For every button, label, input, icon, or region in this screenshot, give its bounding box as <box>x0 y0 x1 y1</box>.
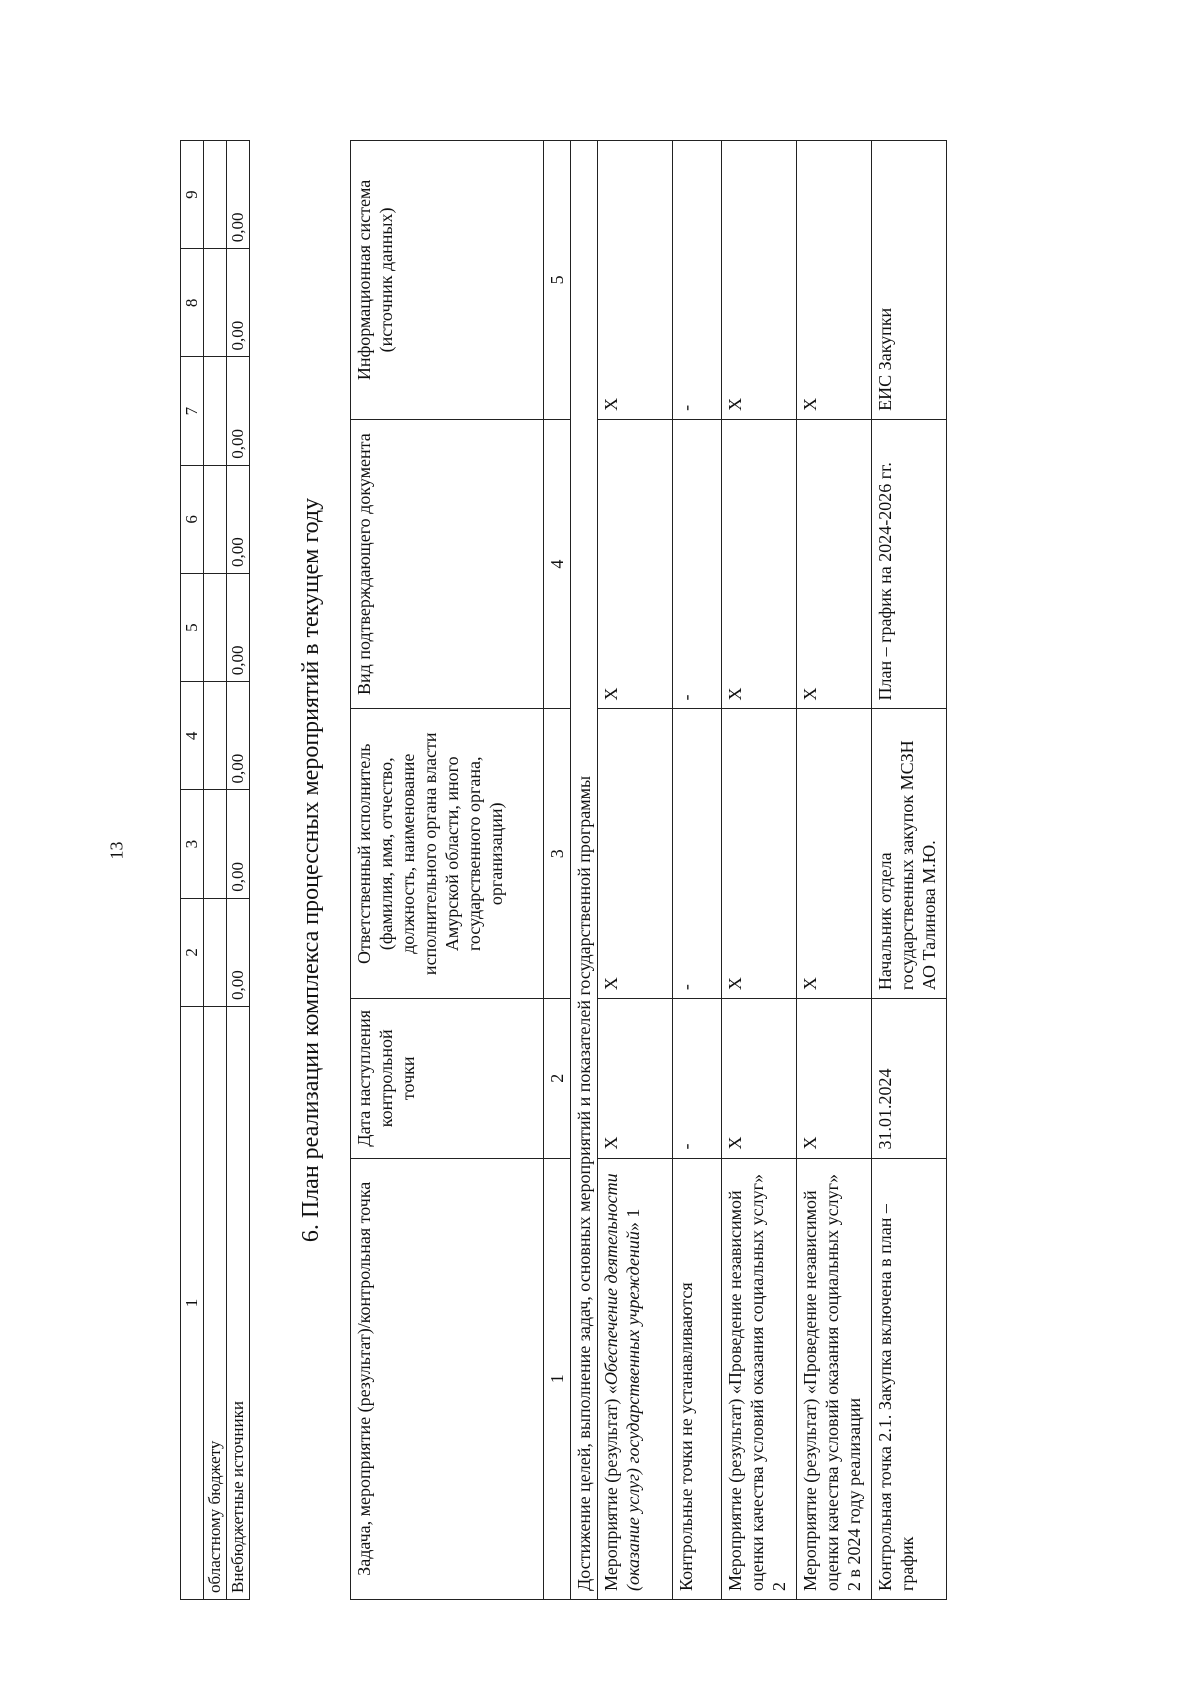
col-number: 1 <box>181 1007 204 1600</box>
funding-cell: 0,00 <box>227 357 250 465</box>
table-row <box>872 141 947 1600</box>
task-cell: Мероприятие (результат) «Проведение независимой оценки качества условий оказания социальных услуг» 2 <box>722 1158 797 1599</box>
document-cell: X <box>797 419 872 709</box>
funding-cell: 0,00 <box>227 898 250 1006</box>
funding-table-fragment <box>180 140 250 1600</box>
date-cell: X <box>598 999 673 1158</box>
col-number: 2 <box>544 999 571 1158</box>
responsible-cell: X <box>598 709 673 999</box>
responsible-cell: Начальник отдела государственных закупок МСЗН АО Талинова М.Ю. <box>872 709 947 999</box>
col-number: 9 <box>181 141 204 249</box>
funding-cell: 0,00 <box>227 790 250 898</box>
funding-cell: 0,00 <box>227 574 250 682</box>
document-cell: План – график на 2024-2026 гг. <box>872 419 947 709</box>
funding-column-numbers-row <box>181 141 204 1600</box>
responsible-cell: - <box>673 709 722 999</box>
col-number: 3 <box>181 790 204 898</box>
col-number: 2 <box>181 898 204 1006</box>
system-cell: X <box>797 141 872 420</box>
table-row <box>673 141 722 1600</box>
task-cell <box>598 1158 673 1599</box>
funding-row-label: областному бюджету <box>204 1007 227 1600</box>
header-document: Вид подтверждающего документа <box>351 419 544 709</box>
task-prefix: Мероприятие (результат) « <box>601 1385 621 1591</box>
system-cell: - <box>673 141 722 420</box>
col-number: 3 <box>544 709 571 999</box>
task-suffix: » 1 <box>623 1208 643 1232</box>
task-cell: Мероприятие (результат) «Проведение независимой оценки качества условий оказания социальных услуг» 2 в 2024 году реализации <box>797 1158 872 1599</box>
funding-cell: 0,00 <box>227 682 250 790</box>
header-date: Дата наступления контрольной точки <box>351 999 544 1158</box>
funding-cell: 0,00 <box>227 465 250 573</box>
date-cell: X <box>797 999 872 1158</box>
system-cell: X <box>598 141 673 420</box>
funding-cell <box>204 574 227 682</box>
funding-cell <box>204 357 227 465</box>
plan-header-row <box>351 141 544 1600</box>
task-cell: Контрольная точка 2.1. Закупка включена в план – график <box>872 1158 947 1599</box>
funding-cell <box>204 790 227 898</box>
section-title: 6. План реализации комплекса процессных мероприятий в текущем году <box>298 497 324 1243</box>
col-number: 8 <box>181 249 204 357</box>
system-cell: ЕИС Закупки <box>872 141 947 420</box>
col-number: 4 <box>544 419 571 709</box>
rotated-content <box>180 0 1200 1600</box>
plan-column-numbers-row <box>544 141 571 1600</box>
plan-section-row <box>571 141 598 1600</box>
section-row-text: Достижение целей, выполнение задач, основных мероприятий и показателей государственной программы <box>571 141 598 1600</box>
funding-row <box>227 141 250 1600</box>
date-cell: 31.01.2024 <box>872 999 947 1158</box>
date-cell: - <box>673 999 722 1158</box>
funding-cell: 0,00 <box>227 249 250 357</box>
document-cell: - <box>673 419 722 709</box>
col-number: 4 <box>181 682 204 790</box>
document-cell: X <box>598 419 673 709</box>
col-number: 6 <box>181 465 204 573</box>
plan-table <box>350 140 947 1600</box>
page-number: 13 <box>106 841 127 860</box>
task-italic: Обеспечение деятельности (оказание услуг) государственных учреждений <box>601 1173 643 1591</box>
funding-row <box>204 141 227 1600</box>
funding-cell <box>204 249 227 357</box>
funding-cell <box>204 898 227 1006</box>
funding-cell <box>204 465 227 573</box>
col-number: 5 <box>181 574 204 682</box>
header-responsible: Ответственный исполнитель (фамилия, имя, отчество, должность, наименование исполнительного органа власти Амурской области, иного государственного органа, организации) <box>351 709 544 999</box>
header-system: Информационная система (источник данных) <box>351 141 544 420</box>
funding-cell: 0,00 <box>227 141 250 249</box>
funding-cell <box>204 682 227 790</box>
table-row <box>797 141 872 1600</box>
responsible-cell: X <box>722 709 797 999</box>
table-row <box>722 141 797 1600</box>
funding-cell <box>204 141 227 249</box>
col-number: 5 <box>544 141 571 420</box>
responsible-cell: X <box>797 709 872 999</box>
col-number: 7 <box>181 357 204 465</box>
table-row <box>598 141 673 1600</box>
date-cell: X <box>722 999 797 1158</box>
col-number: 1 <box>544 1158 571 1599</box>
header-task: Задача, мероприятие (результат)/контрольная точка <box>351 1158 544 1599</box>
task-cell: Контрольные точки не устанавливаются <box>673 1158 722 1599</box>
system-cell: X <box>722 141 797 420</box>
funding-row-label: Внебюджетные источники <box>227 1007 250 1600</box>
document-cell: X <box>722 419 797 709</box>
